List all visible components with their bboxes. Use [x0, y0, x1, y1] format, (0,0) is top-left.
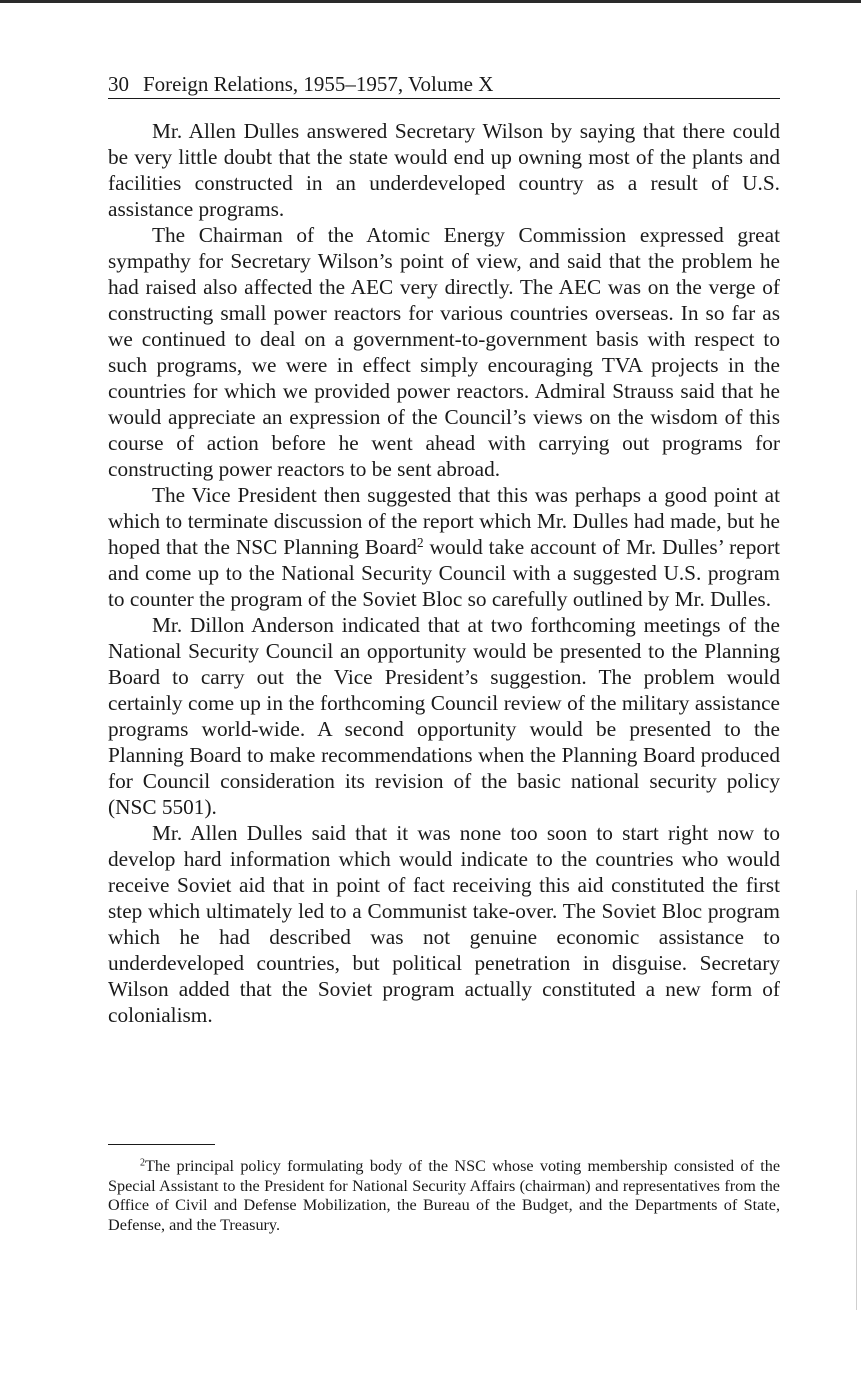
- footnote: [108, 1157, 780, 1235]
- footnote-reference: 2: [416, 534, 424, 550]
- paragraph-dulles-answer: Mr. Allen Dulles answered Secretary Wilson by saying that there could be very little doubt that the state would end up owning most of the plants and facilities constructed in an underdeveloped country as a result of U.S. assistance programs.: [108, 119, 780, 221]
- footnote-divider: [108, 1144, 215, 1145]
- paragraph-dulles-soviet-aid: Mr. Allen Dulles said that it was none too soon to start right now to develop hard information which would indicate to the countries who would receive Soviet aid that in point of fact receiving this aid constituted the first step which ultimately led to a Communist take-over. The Soviet Bloc program which he had described was not genuine economic assistance to underdeveloped countries, but political penetration in disguise. Secretary Wilson added that the Soviet program actually constituted a new form of colonialism.: [108, 821, 780, 1027]
- footnote-marker: 2: [140, 1157, 146, 1169]
- page-number: 30: [108, 72, 129, 96]
- top-edge-rule: [0, 0, 861, 3]
- footnote-text: The principal policy formulating body of the NSC whose voting membership consisted of the Special Assistant to the President for National Security Affairs (chairman) and representatives from the Office of Civil and Defense Mobilization, the Bureau of the Budget, and the Departments of State, Defense, and the Treasury.: [108, 1157, 780, 1234]
- paragraph-text: The Vice President then suggested that this was perhaps a good point at which to terminate discussion of the report which Mr. Dulles had made, but he hoped that the NSC Planning Board: [108, 483, 780, 559]
- paragraph-dillon-anderson: Mr. Dillon Anderson indicated that at two forthcoming meetings of the National Security Council an opportunity would be presented to the Planning Board to carry out the Vice President’s suggestion. The problem would certainly come up in the forthcoming Council review of the military assistance programs world-wide. A second opportunity would be presented to the Planning Board to make recommendations when the Planning Board produced for Council consideration its revision of the basic national security policy (NSC 5501).: [108, 613, 780, 819]
- running-title: Foreign Relations, 1955–1957, Volume X: [143, 72, 494, 96]
- page-edge-shadow: [856, 890, 857, 1310]
- body-text: [108, 118, 780, 1028]
- paragraph-vice-president: [108, 482, 780, 612]
- running-header: [108, 70, 780, 99]
- paragraph-text: would take account of Mr. Dulles’ report and come up to the National Security Council with a suggested U.S. program to counter the program of the Soviet Bloc so carefully outlined by Mr. Dulles.: [108, 535, 780, 611]
- paragraph-aec-chairman: The Chairman of the Atomic Energy Commission expressed great sympathy for Secretary Wilson’s point of view, and said that the problem he had raised also affected the AEC very directly. The AEC was on the verge of constructing small power reactors for various countries overseas. In so far as we continued to deal on a government-to-government basis with respect to such programs, we were in effect simply encouraging TVA projects in the countries for which we provided power reactors. Admiral Strauss said that he would appreciate an expression of the Council’s views on the wisdom of this course of action before he went ahead with carrying out programs for constructing power reactors to be sent abroad.: [108, 223, 780, 481]
